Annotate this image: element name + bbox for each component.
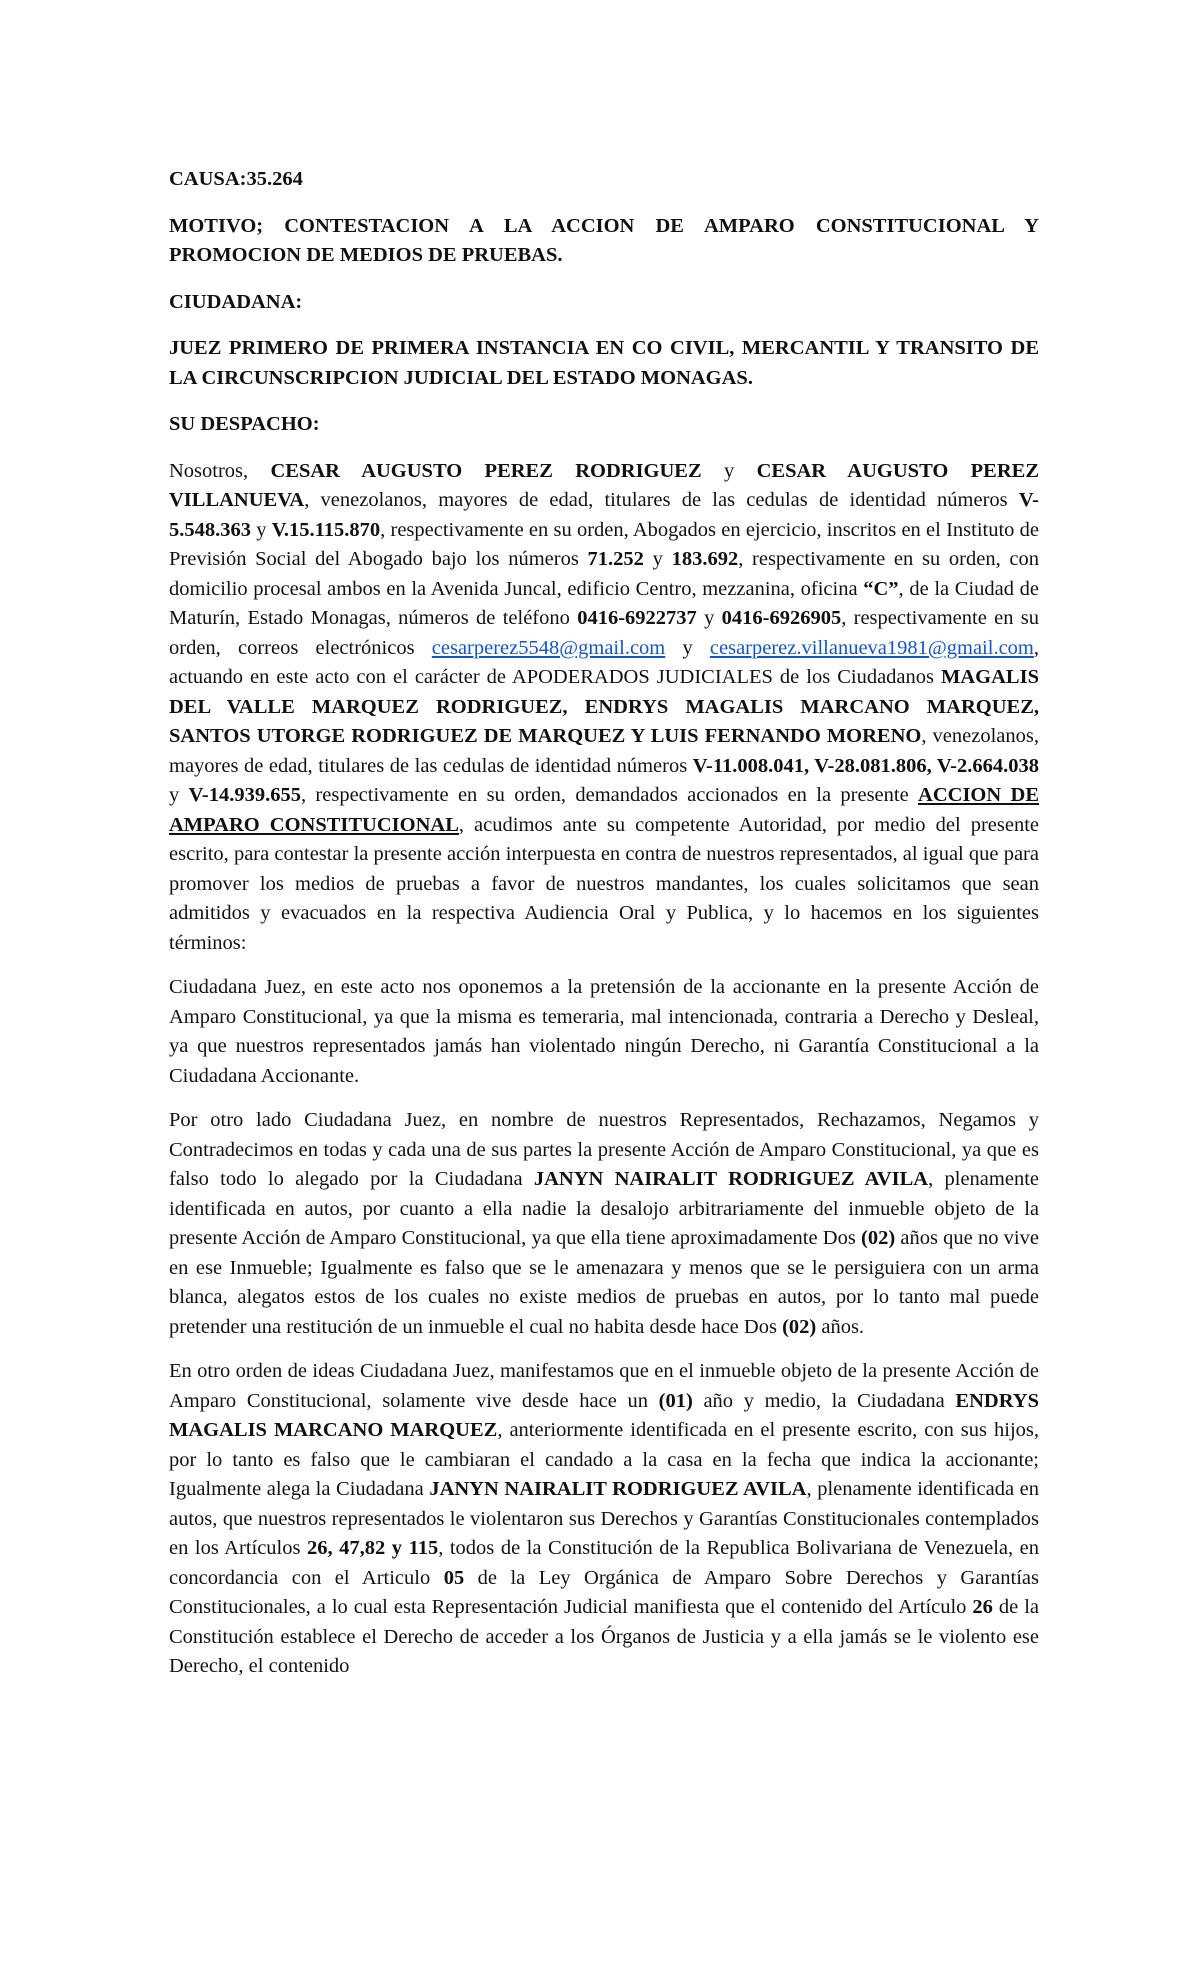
- plaintiff-name: JANYN NAIRALIT RODRIGUEZ AVILA: [533, 1168, 929, 1190]
- text-run: , todos de la Constitución de la Republica Bolivariana de Venezuela, en concordancia con el Articulo: [169, 1537, 1040, 1589]
- text-run: , actuando en este acto con el carácter de APODERADOS JUDICIALES de los Ciudadanos: [169, 636, 1039, 688]
- client-id-numbers: V-11.008.041, V-28.081.806, V-2.664.038: [692, 754, 1039, 777]
- email-link-1[interactable]: cesarperez5548@gmail.com: [431, 636, 666, 659]
- text-run: , respectivamente en su orden, demandados accionados en la presente: [300, 784, 919, 806]
- text-run: y: [251, 518, 272, 541]
- court-name: JUEZ PRIMERO DE PRIMERA INSTANCIA EN CO CIVIL, MERCANTIL Y TRANSITO DE LA CIRCUNSCRIPCION JUDICIAL DEL ESTADO MONAGAS.: [169, 337, 1039, 389]
- text-run: y: [701, 459, 757, 482]
- id-number-2: V.15.115.870: [271, 518, 381, 541]
- text-run: y: [696, 607, 722, 629]
- action-title: ACCION DE AMPARO CONSTITUCIONAL: [169, 784, 1039, 836]
- addressee-label: CIUDADANA:: [169, 290, 303, 313]
- lawyer-name-2: CESAR AUGUSTO PEREZ VILLANUEVA: [169, 459, 1039, 511]
- years-count: (01): [658, 1389, 693, 1412]
- text-run: año y medio, la Ciudadana: [692, 1389, 956, 1412]
- email-link-2[interactable]: cesarperez.villanueva1981@gmail.com: [709, 636, 1034, 659]
- case-number: CAUSA:35.264: [169, 168, 303, 190]
- years-count: (02): [782, 1315, 817, 1338]
- text-run: , plenamente identificada en autos, por cuanto a ella nadie la desalojo arbitrariamente del inmueble objeto de la presente Acción de Amparo Constitucional, ya que ella tiene aproximadamente Dos: [169, 1168, 1039, 1249]
- text-run: , de la Ciudad de Maturín, Estado Monagas, números de teléfono: [169, 577, 1039, 629]
- bar-number-2: 183.692: [671, 548, 739, 570]
- text-run: En otro orden de ideas Ciudadana Juez, manifestamos que en el inmueble objeto de la presente Acción de Amparo Constitucional, solamente vive desde hace un: [169, 1360, 1039, 1412]
- motive-heading: MOTIVO; CONTESTACION A LA ACCION DE AMPARO CONSTITUCIONAL Y PROMOCION DE MEDIOS DE PRUEBAS.: [169, 214, 1039, 266]
- text-run: y: [643, 548, 672, 570]
- text-run: y: [169, 784, 189, 806]
- client-names: MAGALIS DEL VALLE MARQUEZ RODRIGUEZ, ENDRYS MAGALIS MARCANO MARQUEZ, SANTOS UTORGE RODRIGUEZ DE MARQUEZ Y LUIS FERNANDO MORENO: [169, 666, 1039, 747]
- text-run: , acudimos ante su competente Autoridad, por medio del presente escrito, para contestar la presente acción interpuesta en contra de nuestros representados, al igual que para promover los medios de pruebas a favor de nuestros mandantes, los cuales solicitamos que sean admitidos y evacuados en la respectiva Audiencia Oral y Publica, y lo hacemos en los siguientes términos:: [169, 813, 1039, 954]
- paragraph-opposition: [169, 973, 1039, 1091]
- article-number: 05: [443, 1566, 465, 1589]
- phone-number-1: 0416-6922737: [577, 607, 697, 629]
- article-numbers: 26, 47,82 y 115: [307, 1537, 439, 1559]
- text-run: , venezolanos, mayores de edad, titulares de las cedulas de identidad números: [169, 725, 1039, 777]
- text-run: , anteriormente identificada en el presente escrito, con sus hijos, por lo tanto es falso que le cambiaran el candado a la casa en la fecha que indica la accionante; Igualmente alega la Ciudadana: [169, 1419, 1040, 1500]
- paragraph-introduction: [169, 457, 1039, 959]
- text-run: Nosotros,: [169, 459, 271, 482]
- text-run: de la Ley Orgánica de Amparo Sobre Derechos y Garantías Constitucionales, a lo cual esta Representación Judicial manifiesta que el contenido del Artículo: [169, 1566, 1039, 1618]
- text-run: Ciudadana Juez, en este acto nos oponemos a la pretensión de la accionante en la presente Acción de Amparo Constitucional, ya que la misma es temeraria, mal intencionada, contraria a Derecho y Desleal, ya que nuestros representados jamás han violentado ningún Derecho, ni Garantía Constitucional a la Ciudadana Accionante.: [169, 976, 1039, 1087]
- text-run: Por otro lado Ciudadana Juez, en nombre de nuestros Representados, Rechazamos, Negamos y Contradecimos en todas y cada una de sus partes la presente Acción de Amparo Constitucional, ya que es falso todo lo alegado por la Ciudadana: [169, 1109, 1039, 1190]
- paragraph-rejection: [169, 1106, 1039, 1342]
- document-body: [169, 165, 1039, 1697]
- paragraph-other-matters: [169, 1357, 1039, 1682]
- text-run: y: [665, 636, 710, 659]
- text-run: años que no vive en ese Inmueble; Igualmente es falso que se le amenazara y menos que se le persiguiera con un arma blanca, alegatos estos de los cuales no existe medios de pruebas en autos, por lo tanto mal puede pretender una restitución de un inmueble el cual no habita desde hace Dos: [169, 1227, 1039, 1338]
- salutation: SU DESPACHO:: [169, 413, 320, 435]
- lawyer-name-1: CESAR AUGUSTO PEREZ RODRIGUEZ: [270, 459, 702, 482]
- text-run: años.: [816, 1315, 865, 1338]
- text-run: de la Constitución establece el Derecho de acceder a los Órganos de Justicia y a ella jamás se le violento ese Derecho, el contenido: [169, 1596, 1039, 1677]
- years-count: (02): [861, 1227, 896, 1249]
- text-run: , respectivamente en su orden, correos electrónicos: [169, 607, 1039, 659]
- resident-name: ENDRYS MAGALIS MARCANO MARQUEZ: [169, 1389, 1039, 1441]
- id-number-1: V-5.548.363: [169, 489, 1039, 541]
- text-run: , respectivamente en su orden, Abogados en ejercicio, inscritos en el Instituto de Previsión Social del Abogado bajo los números: [169, 518, 1040, 570]
- bar-number-1: 71.252: [587, 548, 644, 570]
- client-id-number-last: V-14.939.655: [188, 784, 301, 806]
- text-run: , venezolanos, mayores de edad, titulares de las cedulas de identidad números: [304, 489, 1019, 511]
- phone-number-2: 0416-6926905: [721, 607, 842, 629]
- text-run: , respectivamente en su orden, con domicilio procesal ambos en la Avenida Juncal, edificio Centro, mezzanina, oficina: [169, 548, 1040, 600]
- office-letter: “C”: [863, 577, 899, 600]
- plaintiff-name: JANYN NAIRALIT RODRIGUEZ AVILA: [429, 1478, 807, 1500]
- text-run: , plenamente identificada en autos, que nuestros representados le violentaron sus Derechos y Garantías Constitucionales contemplados en los Artículos: [169, 1478, 1039, 1559]
- article-number: 26: [972, 1596, 993, 1618]
